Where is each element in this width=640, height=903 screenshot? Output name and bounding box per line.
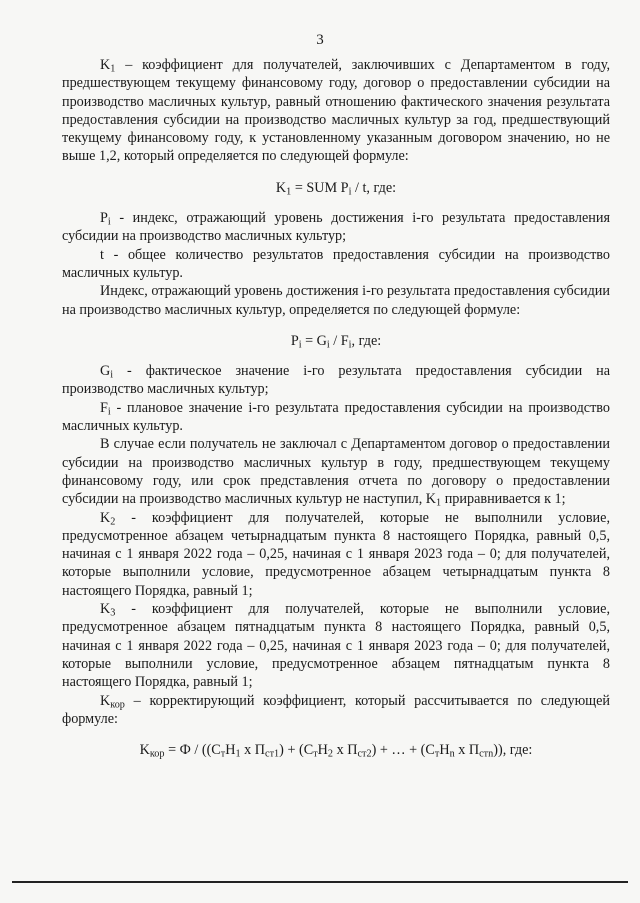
paragraph-fi-definition: $F_i$ - плановое значение i-го результата предоставления субсидии на производство масличных культур. (62, 399, 610, 435)
formula-pi: $P_i = G_i / F_i$, где: (290, 332, 382, 351)
bottom-rule (12, 881, 628, 883)
paragraph-index-intro: Индекс, отражающий уровень достижения i-го результата предоставления субсидии на производство масличных культур, определяется по следующей формуле: (62, 283, 610, 318)
paragraph-k3-definition: $K_3$ - коэффициент для получателей, которые не выполнили условие, предусмотренное абзацем пятнадцатым пункта 8 настоящего Порядка, равный 0,5, начиная с 1 января 2022 года – 0,25, начиная с 1 января 2023 года – 0; для получателей, которые выполнили условие, предусмотренное абзацем пятнадцатым пункта 8 настоящего Порядка, равный 1; (62, 601, 610, 691)
paragraph-gi-definition: $G_i$ - фактическое значение i-го результата предоставления субсидии на производство масличных культур; (62, 363, 610, 398)
paragraph-k2-definition: $K_2$ - коэффициент для получателей, которые не выполнили условие, предусмотренное абзацем четырнадцатым пункта 8 настоящего Порядка, равный 0,5, начиная с 1 января 2022 года – 0,25, начиная с 1 января 2023 года – 0; для получателей, которые выполнили условие, предусмотренное абзацем четырнадцатым пункта 8 настоящего Порядка, равный 1; (62, 509, 610, 599)
document-body (62, 56, 610, 771)
formula-kkor: $K_{кор} = Ф / ((С_тН_1$ х $П_{ст1}) + (С_тН_2$ х $П_{ст2}$) + … + ($С_тН_n$ х $П_{стn}$)), где: (139, 742, 533, 760)
paragraph-pi-definition: $P_i$ - индекс, отражающий уровень достижения i-го результата предоставления субсидии на производство масличных культур; (62, 210, 610, 245)
paragraph-t-definition: t - общее количество результатов предоставления субсидии на производство масличных культур. (62, 246, 610, 281)
page-number: 3 (316, 32, 324, 48)
formula-k1: $K_1$ = SUM $P_i$ / t, где: (275, 179, 397, 198)
paragraph-kkor-definition: $K_{кор}$ – корректирующий коэффициент, который рассчитывается по следующей формуле: (62, 692, 610, 727)
paragraph-k1-default: В случае если получатель не заключал с Департаментом договор о предоставлении субсидии на производство масличных культур в году, предшествующем текущему финансовому году, или срок представления отчета по договору о предоставлении субсидии на производство масличных культур не наступил, $K_1$ приравнивается к 1; (62, 436, 610, 509)
paragraph-k1-definition: $K_1$ – коэффициент для получателей, заключивших с Департаментом в году, предшествующем текущему финансовому году, договор о предоставлении субсидии на производство масличных культур, равный отношению фактического значения результата предоставления субсидии на производство масличных культур за год, предшествующий текущему финансовому году, к установленному указанным договором значению, но не выше 1,2, который определяется по следующей формуле: (62, 57, 610, 165)
